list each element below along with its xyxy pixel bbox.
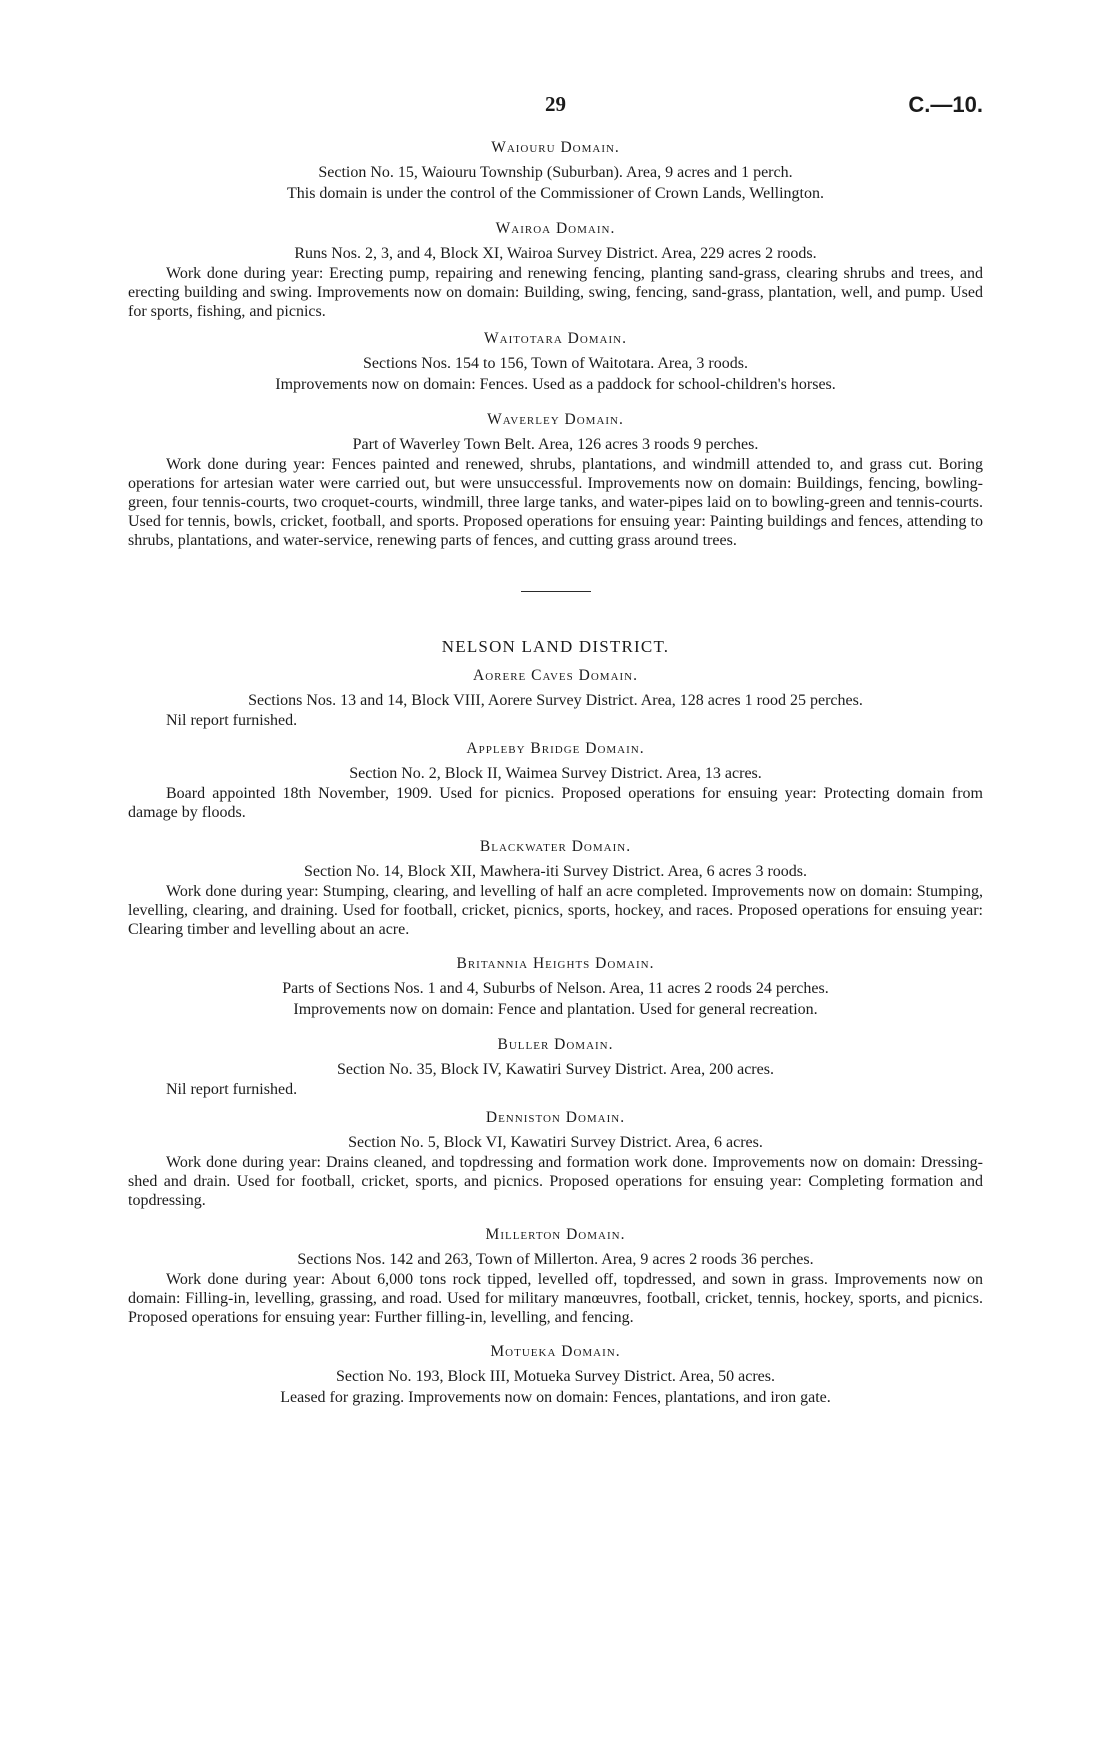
- domain-location: Runs Nos. 2, 3, and 4, Block XI, Wairoa Survey District. Area, 229 acres 2 roods.: [294, 245, 817, 262]
- domain-report: Work done during year: About 6,000 tons rock tipped, levelled off, topdressed, and sown in grass. Improvements now on domain: Filling-in, levelling, grassing, and road. Used for military manœuvres, football, cricket, tennis, hockey, sports, and picnics. Proposed operations for ensuing year: Further filling-in, levelling, and fencing.: [128, 1271, 983, 1326]
- domain-report: Work done during year: Stumping, clearing, and levelling of half an acre completed. Improvements now on domain: Stumping, levelling, clearing, and draining. Used for football, cricket, picnics, sports, hockey, and races. Proposed operations for ensuing year: Clearing timber and levelling about an acre.: [128, 883, 983, 938]
- domain-entry-aorere-caves: [128, 666, 983, 731]
- domain-report: Work done during year: Fences painted and renewed, shrubs, plantations, and windmill attended to, and grass cut. Boring operations for artesian water were carried out, but were unsuccessful. Improvements now on domain: Buildings, fencing, bowling-green, four tennis-courts, two croquet-courts, windmill, three large tanks, and water-pipes laid on to bowling-green and tennis-courts. Used for tennis, bowls, cricket, football, and sports. Proposed operations for ensuing year: Painting buildings and fences, attending to shrubs, plantations, and water-service, renewing parts of fences, and cutting grass around trees.: [128, 456, 983, 549]
- page-header: [128, 92, 983, 126]
- section-divider: [521, 591, 591, 592]
- domain-location: Section No. 5, Block VI, Kawatiri Survey District. Area, 6 acres.: [348, 1134, 763, 1151]
- page-content: [128, 138, 983, 1423]
- district-heading: NELSON LAND DISTRICT.: [441, 637, 670, 656]
- domain-location: Sections Nos. 154 to 156, Town of Waitotara. Area, 3 roods.: [363, 355, 748, 372]
- domain-report: Work done during year: Drains cleaned, and topdressing and formation work done. Improvements now on domain: Dressing-shed and drain. Used for football, cricket, sports, and picnics. Proposed operations for ensuing year: Completing formation and topdressing.: [128, 1154, 983, 1209]
- domain-title: Waverley Domain.: [487, 411, 624, 428]
- domain-entry-denniston: [128, 1108, 983, 1210]
- domain-location: Parts of Sections Nos. 1 and 4, Suburbs of Nelson. Area, 11 acres 2 roods 24 perches.: [282, 980, 829, 997]
- domain-entry-britannia-heights: [128, 954, 983, 1020]
- domain-title: Britannia Heights Domain.: [456, 955, 655, 972]
- domain-report: Board appointed 18th November, 1909. Used for picnics. Proposed operations for ensuing year: Protecting domain from damage by floods.: [128, 785, 983, 821]
- domain-entry-waverley: [128, 410, 983, 550]
- domain-entry-waitotara: [128, 329, 983, 395]
- domain-report: This domain is under the control of the Commissioner of Crown Lands, Wellington.: [286, 185, 824, 202]
- domain-report: Improvements now on domain: Fences. Used as a paddock for school-children's horses.: [275, 376, 836, 393]
- domain-entry-millerton: [128, 1225, 983, 1327]
- domain-title: Waitotara Domain.: [484, 330, 627, 347]
- domain-title: Motueka Domain.: [490, 1343, 621, 1360]
- domain-report: Improvements now on domain: Fence and plantation. Used for general recreation.: [293, 1001, 818, 1018]
- domain-location: Section No. 2, Block II, Waimea Survey District. Area, 13 acres.: [349, 765, 762, 782]
- domain-report: Nil report furnished.: [166, 712, 298, 729]
- domain-location: Section No. 15, Waiouru Township (Suburban). Area, 9 acres and 1 perch.: [318, 164, 793, 181]
- domain-title: Buller Domain.: [497, 1036, 614, 1053]
- domain-location: Part of Waverley Town Belt. Area, 126 acres 3 roods 9 perches.: [352, 436, 759, 453]
- domain-title: Denniston Domain.: [485, 1109, 626, 1126]
- domain-title: Wairoa Domain.: [495, 220, 616, 237]
- domain-location: Sections Nos. 13 and 14, Block VIII, Aorere Survey District. Area, 128 acres 1 rood 25 perches.: [248, 692, 863, 709]
- domain-location: Section No. 14, Block XII, Mawhera-iti Survey District. Area, 6 acres 3 roods.: [304, 863, 807, 880]
- domain-entry-buller: [128, 1035, 983, 1100]
- domain-location: Section No. 35, Block IV, Kawatiri Survey District. Area, 200 acres.: [337, 1061, 774, 1078]
- domain-title: Blackwater Domain.: [479, 838, 632, 855]
- domain-entry-waiouru: [128, 138, 983, 204]
- domain-entry-wairoa: [128, 219, 983, 321]
- domain-report: Leased for grazing. Improvements now on domain: Fences, plantations, and iron gate.: [280, 1389, 831, 1406]
- page-number: 29: [545, 92, 566, 116]
- domain-title: Appleby Bridge Domain.: [466, 740, 645, 757]
- domain-entry-blackwater: [128, 837, 983, 939]
- domain-report: Work done during year: Erecting pump, repairing and renewing fencing, planting sand-grass, clearing shrubs and trees, and erecting building and swing. Improvements now on domain: Building, swing, fencing, sand-grass, plantation, well, and pump. Used for sports, fishing, and picnics.: [128, 265, 983, 320]
- domain-title: Aorere Caves Domain.: [473, 667, 638, 684]
- parliamentary-reference: C.—10.: [908, 92, 983, 117]
- domain-title: Waiouru Domain.: [491, 139, 620, 156]
- domain-location: Sections Nos. 142 and 263, Town of Millerton. Area, 9 acres 2 roods 36 perches.: [297, 1251, 814, 1268]
- domain-title: Millerton Domain.: [485, 1226, 626, 1243]
- domain-entry-appleby-bridge: [128, 739, 983, 822]
- document-page: [128, 0, 983, 1760]
- domain-report: Nil report furnished.: [166, 1081, 298, 1098]
- domain-location: Section No. 193, Block III, Motueka Survey District. Area, 50 acres.: [335, 1368, 775, 1385]
- domain-entry-motueka: [128, 1342, 983, 1408]
